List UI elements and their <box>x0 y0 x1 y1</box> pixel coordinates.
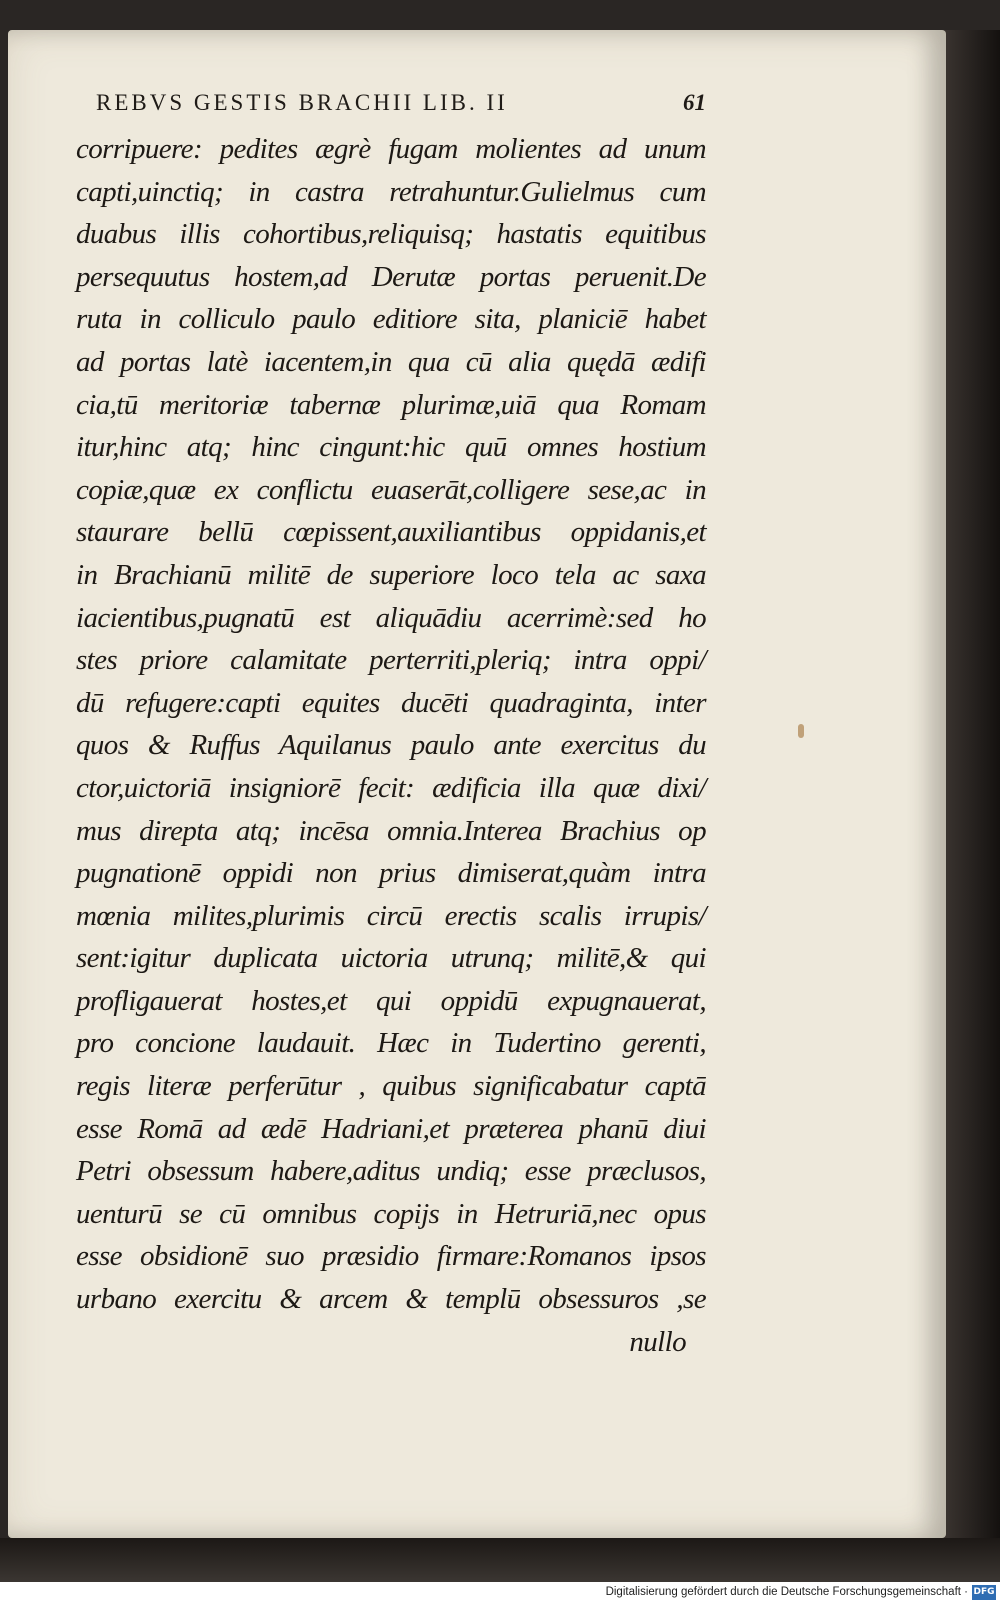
text-line: persequutus hostem,ad Derutæ portas peruenit.De <box>76 260 706 293</box>
text-line: staurare bellū cœpissent,auxiliantibus oppidanis,et <box>76 516 706 549</box>
text-line: ad portas latè iacentem,in qua cū alia quędā ædifi <box>76 345 706 378</box>
text-line: copiæ,quæ ex conflictu euaserāt,colligere sese,ac in <box>76 473 706 506</box>
text-line: dū refugere:capti equites ducēti quadraginta, inter <box>76 686 706 719</box>
text-line: uenturū se cū omnibus copijs in Hetruriā,nec opus <box>76 1197 706 1230</box>
text-line: duabus illis cohortibus,reliquisq; hastatis equitibus <box>76 218 706 251</box>
text-line: Petri obsessum habere,aditus undiq; esse præclusos, <box>76 1155 706 1188</box>
text-line: quos & Ruffus Aquilanus paulo ante exercitus du <box>76 729 706 762</box>
running-title: REBVS GESTIS BRACHII LIB. II <box>96 90 508 115</box>
text-line: iacientibus,pugnatū est aliquādiu acerrimè:sed ho <box>76 601 706 634</box>
running-header <box>96 90 706 116</box>
text-line: urbano exercitu & arcem & templū obsessuros ,se <box>76 1283 706 1316</box>
text-line: ctor,uictoriā insigniorē fecit: ædificia illa quæ dixi/ <box>76 771 706 804</box>
text-line: pugnationē oppidi non prius dimiserat,quàm intra <box>76 857 706 890</box>
book-bottom-edge <box>0 1538 1000 1582</box>
text-line: in Brachianū militē de superiore loco tela ac saxa <box>76 558 706 591</box>
text-line: regis literæ perferūtur , quibus significabatur captā <box>76 1070 706 1103</box>
text-line: mus direpta atq; incēsa omnia.Interea Brachius op <box>76 814 706 847</box>
text-line: itur,hinc atq; hinc cingunt:hic quū omnes hostium <box>76 431 706 464</box>
text-line: stes priore calamitate perterriti,pleriq; intra oppi/ <box>76 644 706 677</box>
body-text <box>76 128 706 1363</box>
paper-stain <box>798 724 804 738</box>
digitization-footer <box>0 1582 1000 1605</box>
text-line: esse Romā ad ædē Hadriani,et præterea phanū diui <box>76 1112 706 1145</box>
book-fore-edge <box>944 30 1000 1540</box>
text-line: cia,tū meritoriæ tabernæ plurimæ,uiā qua Romam <box>76 388 706 421</box>
text-line: capti,uinctiq; in castra retrahuntur.Gulielmus cum <box>76 175 706 208</box>
text-line: sent:igitur duplicata uictoria utrunq; militē,& qui <box>76 942 706 975</box>
catchword: nullo <box>629 1325 686 1358</box>
dfg-logo-icon: DFG <box>972 1585 996 1600</box>
text-line: corripuere: pedites ægrè fugam molientes ad unum <box>76 133 706 165</box>
text-line: ruta in colliculo paulo editiore sita, planiciē habet <box>76 303 706 336</box>
funding-credit: Digitalisierung gefördert durch die Deutsche Forschungsgemeinschaft · <box>605 1586 968 1598</box>
text-line: esse obsidionē suo præsidio firmare:Romanos ipsos <box>76 1240 706 1273</box>
page-number: 61 <box>683 90 706 115</box>
text-line: profligauerat hostes,et qui oppidū expugnauerat, <box>76 984 706 1017</box>
text-line: pro concione laudauit. Hæc in Tudertino gerenti, <box>76 1027 706 1060</box>
text-line: mœnia milites,plurimis circū erectis scalis irrupis/ <box>76 899 706 932</box>
